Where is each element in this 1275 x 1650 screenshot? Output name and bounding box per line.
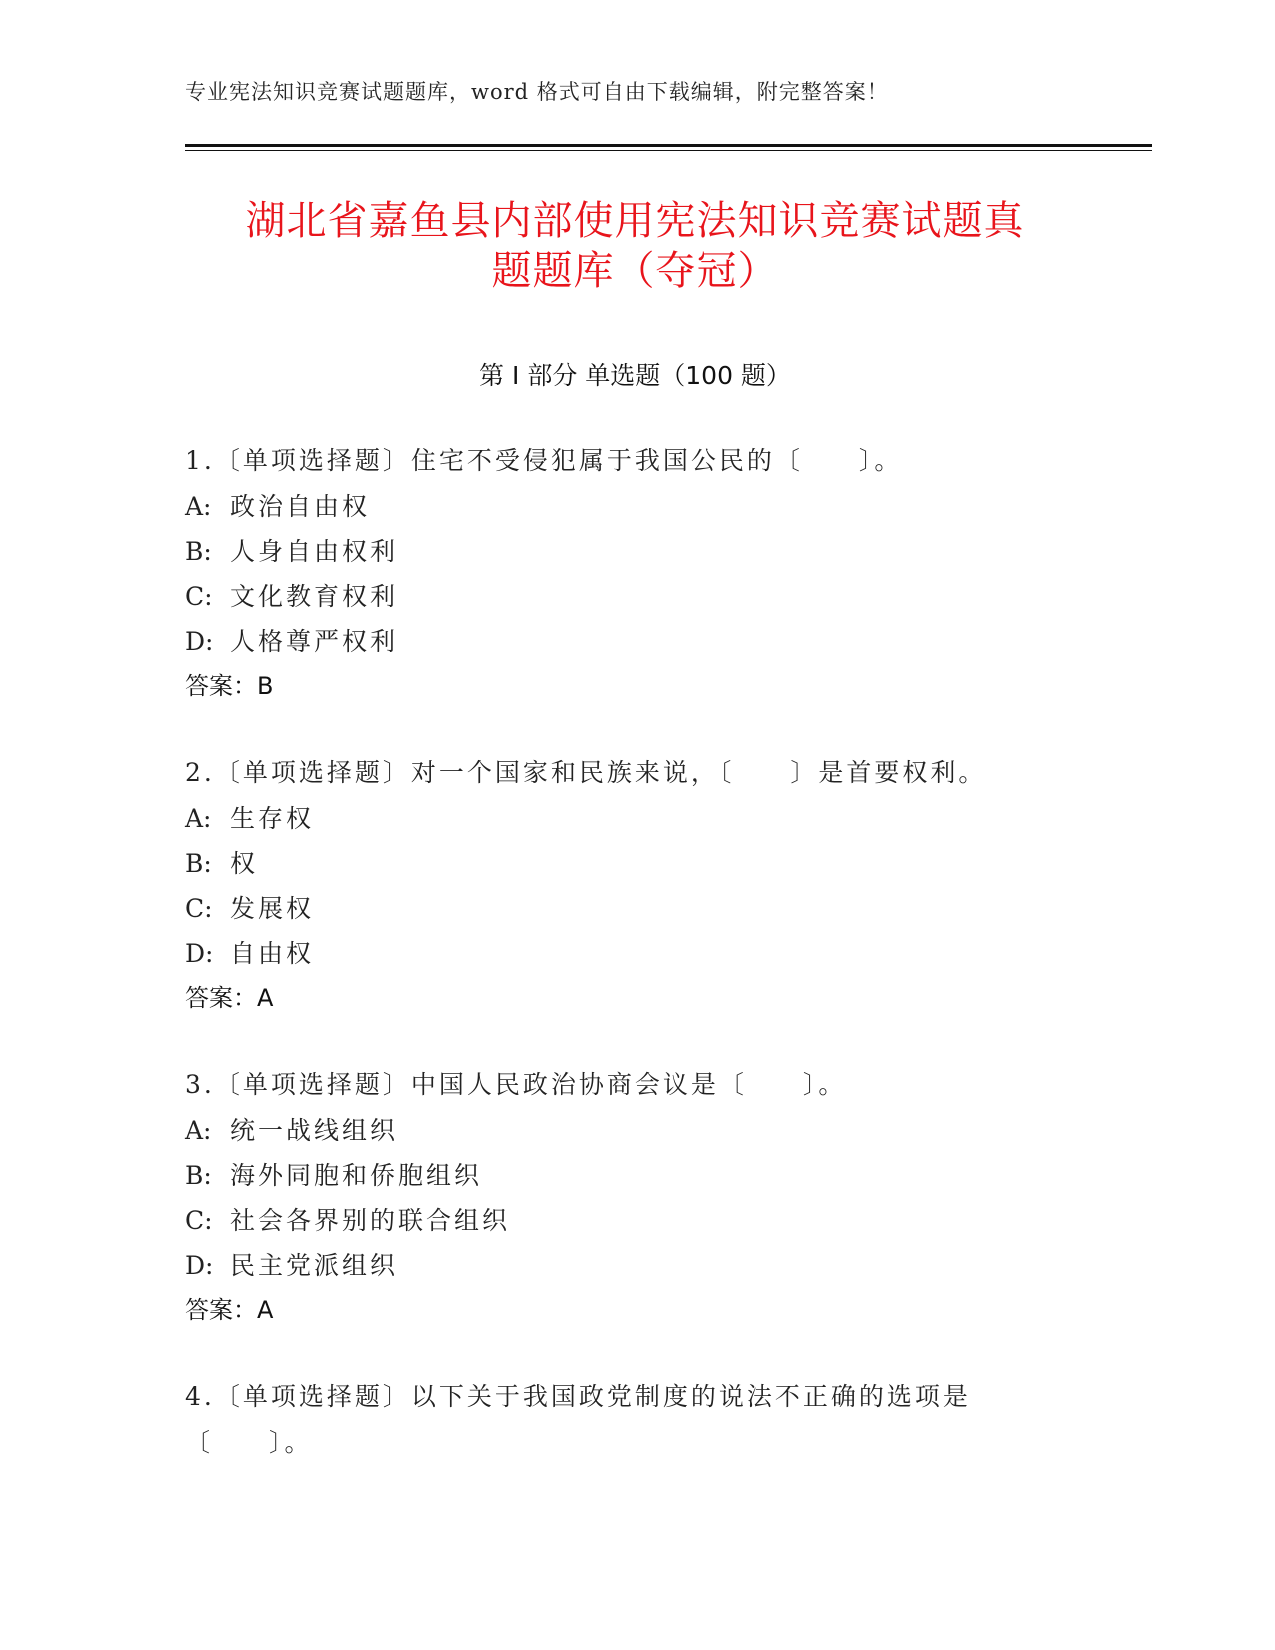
question-3 [185,1062,1085,1332]
option-a [185,1108,1085,1153]
option-c [185,574,1085,619]
option-text: 权 [230,849,259,878]
option-key: A: [185,804,212,833]
option-key: B: [185,1161,212,1190]
option-text: 人身自由权利 [230,537,399,566]
option-key: A: [185,1116,212,1145]
option-key: C: [185,582,213,611]
option-text: 民主党派组织 [230,1251,399,1280]
option-b [185,1153,1085,1198]
header-rule [185,144,1152,147]
option-c [185,1198,1085,1243]
question-stem: 2.〔单项选择题〕对一个国家和民族来说，〔 〕是首要权利。 [185,758,987,787]
option-text: 发展权 [230,894,315,923]
option-key: C: [185,894,213,923]
option-a [185,796,1085,841]
document-title [185,196,1085,296]
header-note: 专业宪法知识竞赛试题题库，word 格式可自由下载编辑，附完整答案！ [185,80,889,104]
question-4 [185,1374,1085,1466]
answer-line: 答案：A [185,984,274,1012]
option-d [185,931,1085,976]
option-text: 文化教育权利 [230,582,399,611]
option-a [185,484,1085,529]
option-key: C: [185,1206,213,1235]
question-stem: 4.〔单项选择题〕以下关于我国政党制度的说法不正确的选项是〔 〕。 [185,1382,971,1457]
question-stem: 3.〔单项选择题〕中国人民政治协商会议是〔 〕。 [185,1070,847,1099]
option-text: 社会各界别的联合组织 [230,1206,511,1235]
document-title-line-2: 题题库（夺冠） [491,248,779,294]
option-key: B: [185,849,212,878]
option-b [185,529,1085,574]
option-text: 统一战线组织 [230,1116,399,1145]
question-1 [185,438,1085,708]
document-title-line-1: 湖北省嘉鱼县内部使用宪法知识竞赛试题真 [245,198,1025,244]
option-text: 人格尊严权利 [230,627,399,656]
header-rule-thin [185,150,1152,151]
option-text: 政治自由权 [230,492,371,521]
question-list [185,438,1085,1508]
answer-line: 答案：A [185,1296,274,1324]
option-b [185,841,1085,886]
question-2 [185,750,1085,1020]
option-d [185,619,1085,664]
section-title: 第 I 部分 单选题（100 题） [479,361,791,390]
option-c [185,886,1085,931]
option-key: D: [185,939,214,968]
option-key: D: [185,1251,214,1280]
option-text: 海外同胞和侨胞组织 [230,1161,483,1190]
question-stem: 1.〔单项选择题〕住宅不受侵犯属于我国公民的〔 〕。 [185,446,903,475]
option-key: B: [185,537,212,566]
option-key: D: [185,627,214,656]
option-key: A: [185,492,212,521]
option-d [185,1243,1085,1288]
option-text: 自由权 [230,939,315,968]
option-text: 生存权 [230,804,315,833]
answer-line: 答案：B [185,672,274,700]
